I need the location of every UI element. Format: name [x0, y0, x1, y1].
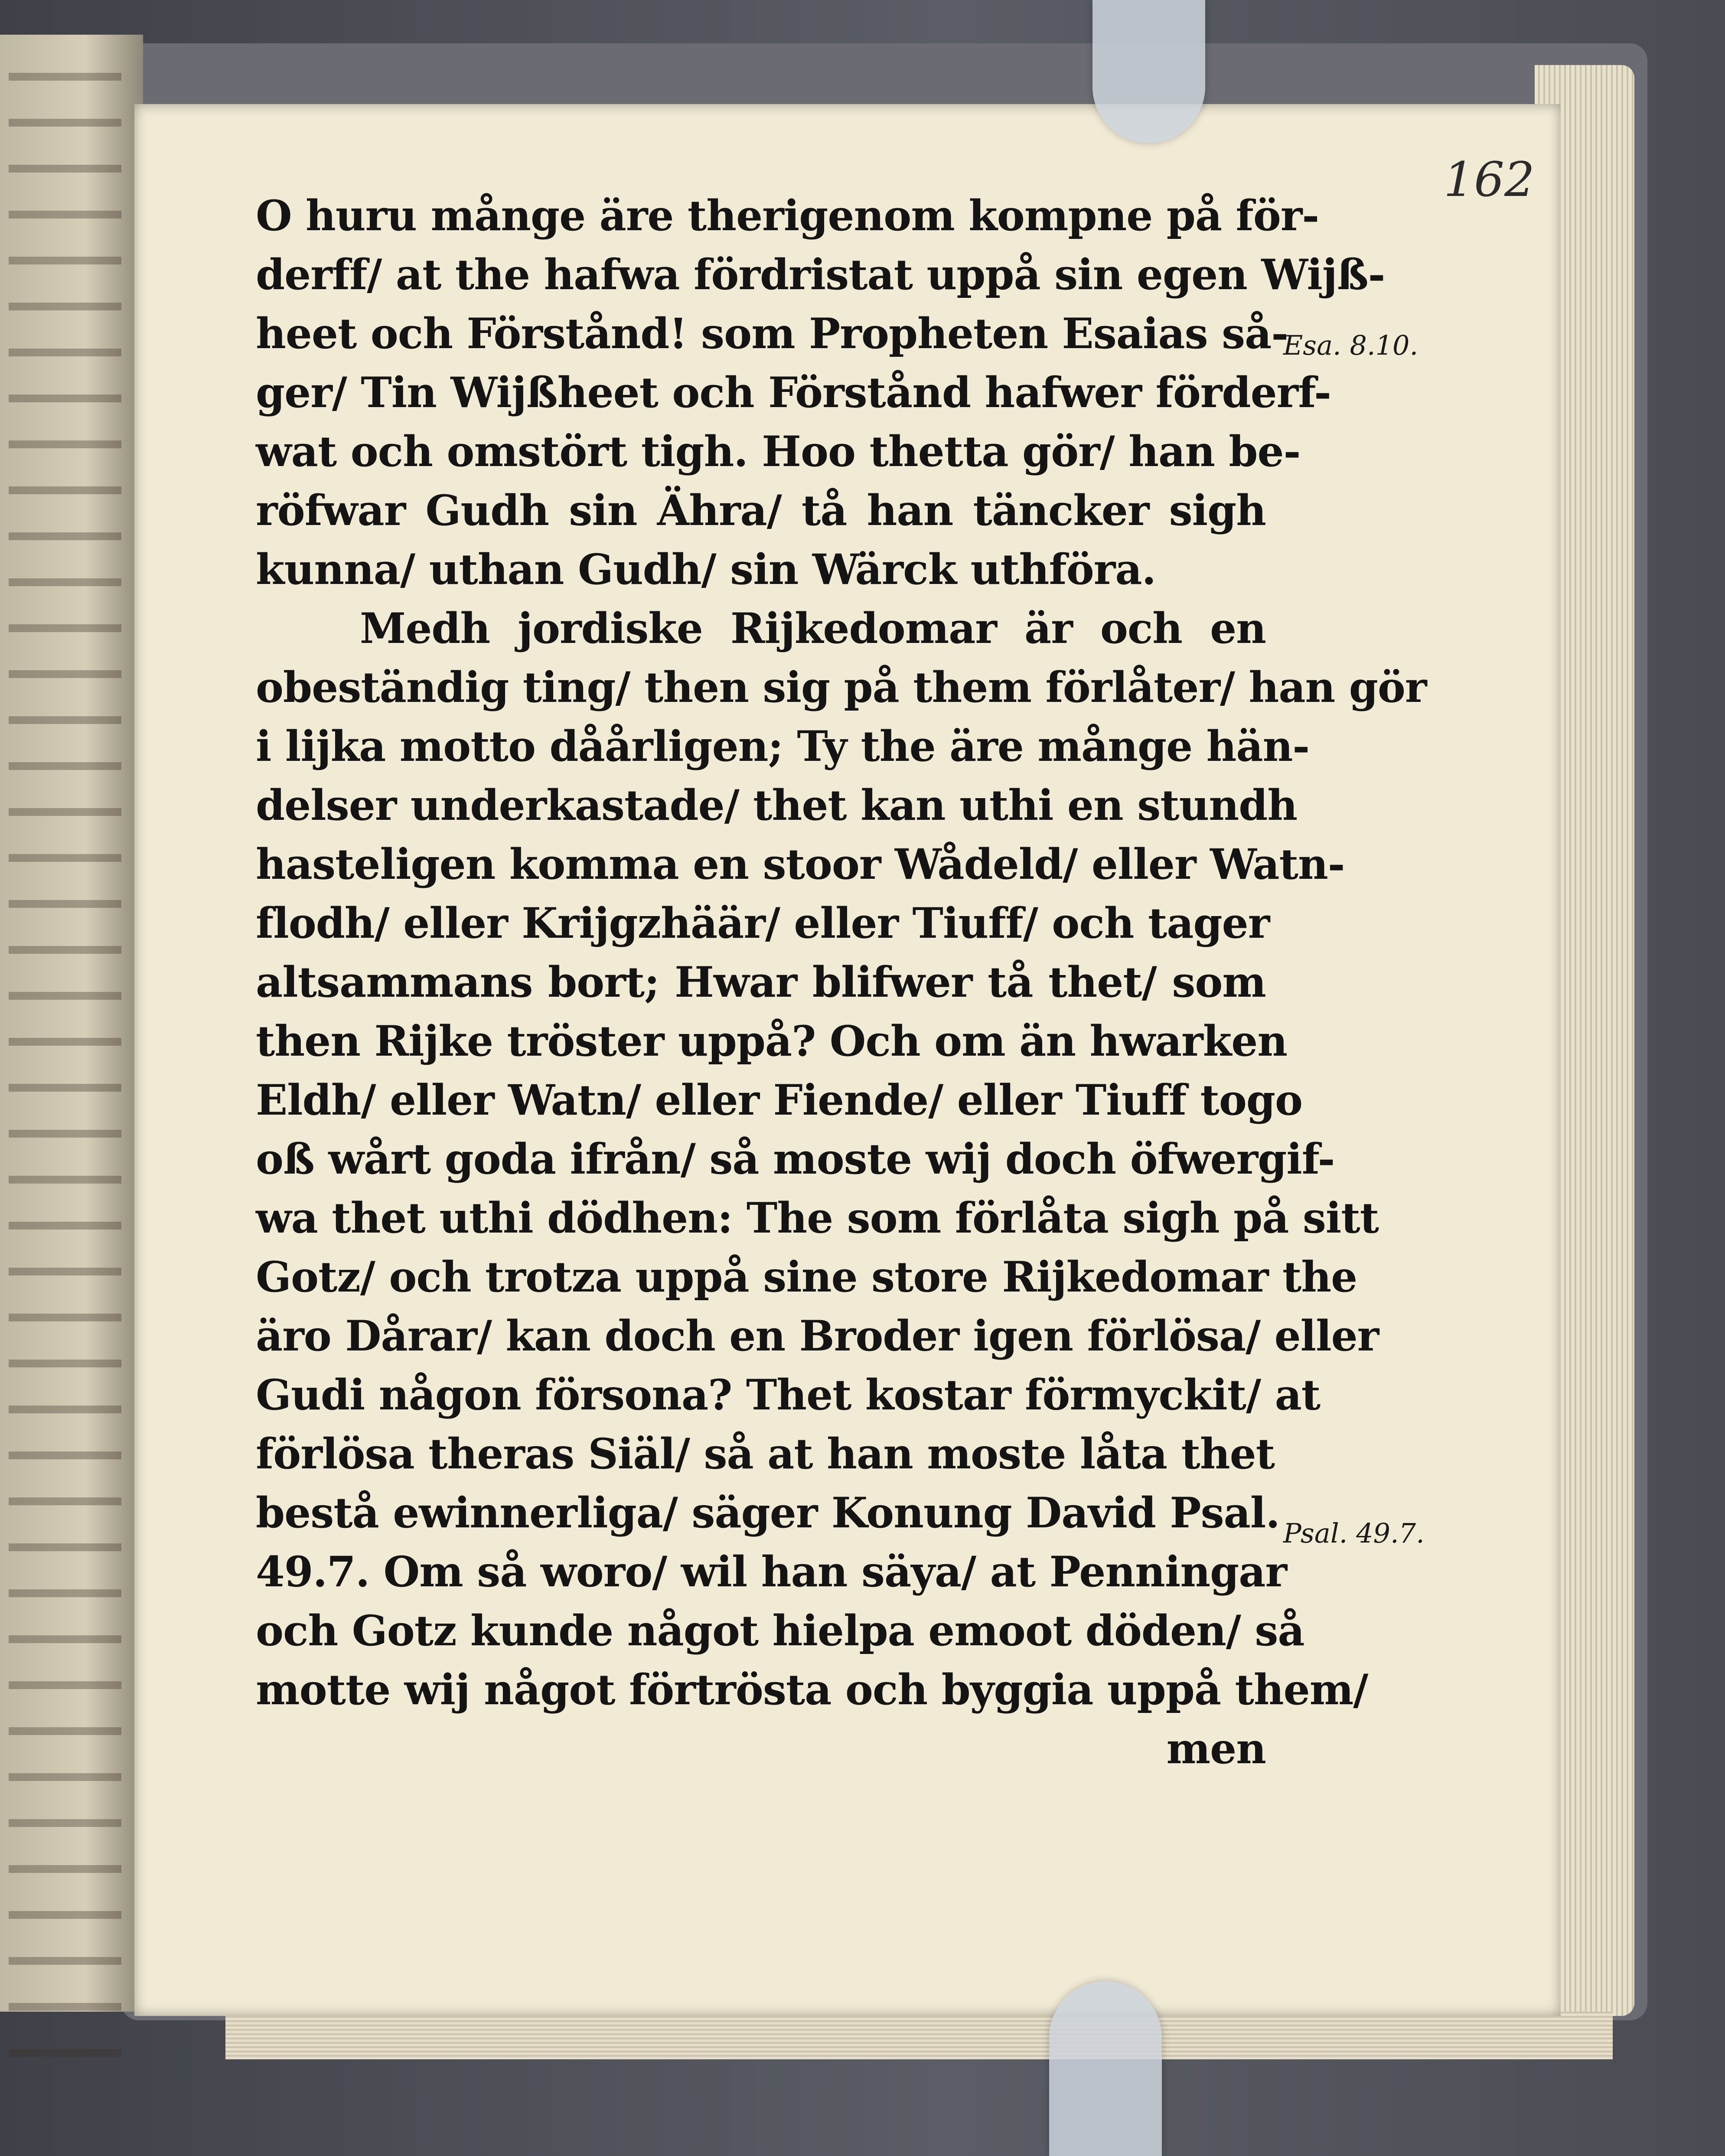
text-line: heet och Förstånd! som Propheten Esaias så- [256, 309, 1288, 358]
margin-note-psalm: Psal. 49.7. [1283, 1517, 1425, 1549]
text-line: wat och omstört tigh. Hoo thetta gör/ han be- [256, 427, 1301, 476]
text-line: obeständig ting/ then sig på them förlåter/ han gör [256, 663, 1427, 712]
text-line: förlösa theras Siäl/ så at han moste låta thet [256, 1429, 1275, 1478]
text-line: hasteligen komma en stoor Wådeld/ eller Watn- [256, 840, 1345, 889]
text-line: flodh/ eller Krijgzhäär/ eller Tiuff/ och tager [256, 899, 1270, 948]
text-line: derff/ at the hafwa fördristat uppå sin egen Wijß- [256, 250, 1385, 299]
text-line: Gudi någon försona? Thet kostar förmyckit/ at [256, 1370, 1321, 1419]
text-line: altsammans bort; Hwar blifwer tå thet/ som [256, 958, 1266, 1007]
text-line: röfwar Gudh sin Ähra/ tå han täncker sigh [256, 486, 1266, 535]
text-line: 49.7. Om så woro/ wil han säya/ at Penningar [256, 1547, 1287, 1596]
catchword: men [1166, 1724, 1266, 1773]
page-number: 162 [1444, 152, 1535, 207]
text-line: Eldh/ eller Watn/ eller Fiende/ eller Tiuff togo [256, 1076, 1303, 1125]
text-line: bestå ewinnerliga/ säger Konung David Psal. [256, 1488, 1280, 1537]
facing-page-edge [0, 35, 143, 2012]
text-line: motte wij något förtrösta och byggia uppå them/ [256, 1665, 1368, 1714]
text-line: delser underkastade/ thet kan uthi en stundh [256, 781, 1298, 830]
text-line: O huru månge äre therigenom kompne på för- [256, 191, 1319, 240]
margin-note-esaias: Esa. 8.10. [1283, 329, 1418, 361]
text-line: Medh jordiske Rijkedomar är och en [360, 604, 1266, 653]
page-clip-bottom [1049, 1981, 1162, 2156]
text-line: oß wårt goda ifrån/ så moste wij doch öfwergif- [256, 1135, 1335, 1184]
text-line: Gotz/ och trotza uppå sine store Rijkedomar the [256, 1253, 1357, 1301]
text-line: kunna/ uthan Gudh/ sin Wärck uthföra. [256, 545, 1156, 594]
page-bottom-edge [225, 2012, 1613, 2059]
text-line: ger/ Tin Wijßheet och Förstånd hafwer förderf- [256, 368, 1331, 417]
page-clip-top [1092, 0, 1205, 143]
text-line: och Gotz kunde något hielpa emoot döden/ så [256, 1606, 1304, 1655]
text-line: i lijka motto dåårligen; Ty the äre månge hän- [256, 722, 1310, 771]
text-line: wa thet uthi dödhen: The som förlåta sigh på sitt [256, 1194, 1379, 1243]
text-line: then Rijke tröster uppå? Och om än hwarken [256, 1017, 1288, 1066]
text-line: äro Dårar/ kan doch en Broder igen förlösa/ eller [256, 1311, 1379, 1360]
